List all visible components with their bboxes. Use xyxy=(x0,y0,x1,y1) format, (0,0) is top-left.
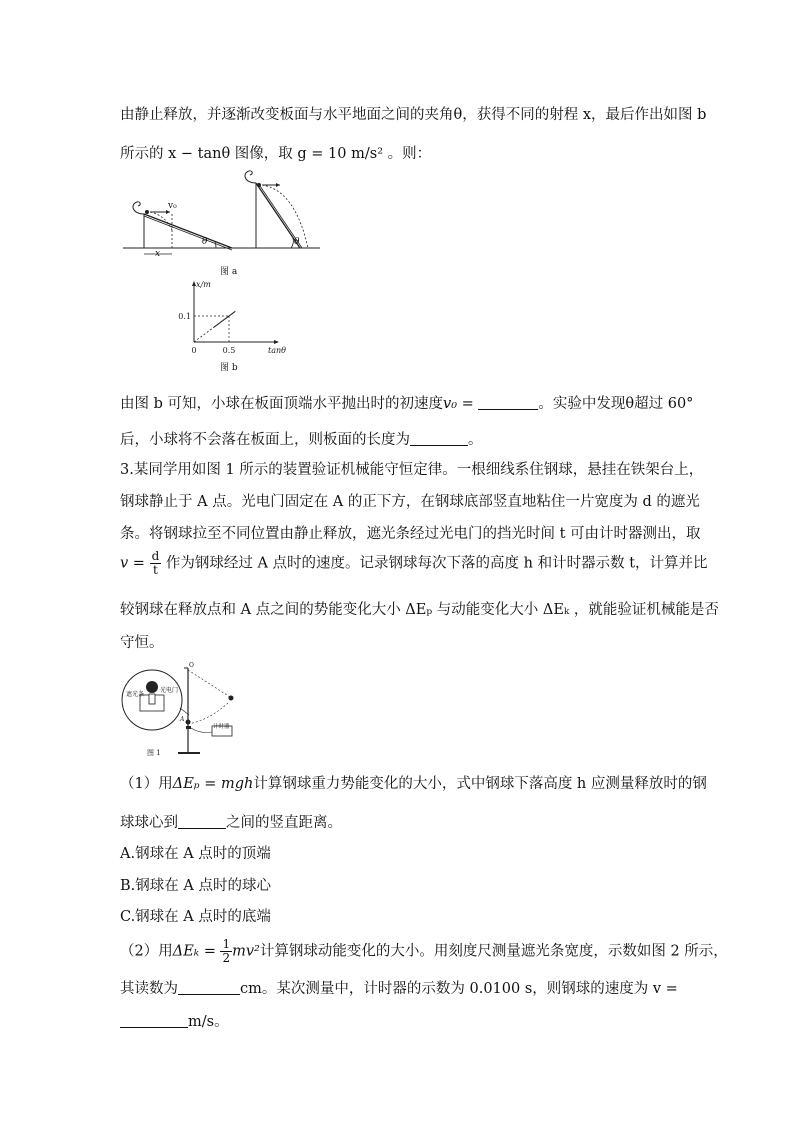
frac-num-1: 1 xyxy=(222,937,231,951)
sub1-text-4: 之间的竖直距离。 xyxy=(226,815,342,831)
figure-b-chart xyxy=(172,278,286,358)
label-theta-1: θ xyxy=(202,237,208,247)
q2-line-2 xyxy=(120,428,483,449)
label-x: x xyxy=(155,249,161,259)
q2-line-1 xyxy=(120,392,693,413)
label-zheguangtiao: 遮光条 xyxy=(126,691,145,698)
answer-blank-reading[interactable] xyxy=(178,980,240,995)
label-guangdianmen: 光电门 xyxy=(160,687,179,694)
option-b[interactable]: B.钢球在 A 点时的球心 xyxy=(120,878,271,894)
label-point-a: A xyxy=(180,716,185,723)
formula-mv2: mv² xyxy=(232,943,260,960)
q3-line-3: 条。将钢球拉至不同位置由静止释放，遮光条经过光电门的挡光时间 t 可由计时器测出，取 xyxy=(120,526,701,542)
sub1-text-3: 球球心到 xyxy=(120,815,178,831)
q2-text-1: 由图 b 可知，小球在板面顶端水平抛出时的初速度 xyxy=(120,396,443,412)
sub2-line-3 xyxy=(120,1010,229,1031)
sub2-text-1: （2）用 xyxy=(120,943,173,960)
figure-1-drawing xyxy=(120,660,260,760)
formula-kinetic: ΔEₖ = xyxy=(172,943,216,960)
figure-a-caption: 图 a xyxy=(220,267,238,277)
x-tick-label: 0.5 xyxy=(222,346,236,355)
frac-num-d: d xyxy=(151,549,160,563)
sub2-text-4: cm。某次测量中，计时器的示数为 0.0100 s，则钢球的速度为 v = xyxy=(240,981,678,997)
q3-line-4 xyxy=(120,550,708,577)
para-line-2: 所示的 x − tanθ 图像，取 g = 10 m/s² 。则： xyxy=(120,146,432,162)
q3-line-2: 钢球静止于 A 点。光电门固定在 A 的正下方，在钢球底部竖直地粘住一片宽度为 d 的遮光 xyxy=(120,494,700,510)
x-axis-arrow xyxy=(274,340,279,344)
figure-1-caption: 图 1 xyxy=(147,749,161,757)
q2-text-2: 。实验中发现θ超过 60° xyxy=(538,396,694,412)
formula-potential: ΔEₚ = mgh xyxy=(172,776,254,792)
sub2-line-1 xyxy=(120,938,728,965)
answer-blank-velocity[interactable] xyxy=(120,1013,188,1028)
sub1-text-2: 计算钢球重力势能变化的大小，式中钢球下落高度 h 应测量释放时的钢 xyxy=(253,776,707,792)
v0-symbol: v₀ = xyxy=(443,396,474,412)
answer-blank-length[interactable] xyxy=(410,431,468,446)
figure-a-drawing xyxy=(120,168,450,276)
sub1-line-2 xyxy=(120,811,342,832)
label-theta-2: θ xyxy=(294,237,300,247)
answer-blank-height[interactable] xyxy=(178,814,226,829)
label-v0: v₀ xyxy=(168,201,177,211)
label-point-o: O xyxy=(189,662,194,669)
sub1-line-1 xyxy=(120,772,707,793)
figure-1 xyxy=(120,660,260,760)
v-eq: v = xyxy=(120,555,145,572)
para-line-1: 由静止释放，并逐渐改变板面与水平地面之间的夹角θ，获得不同的射程 x，最后作出如图 b xyxy=(120,107,707,123)
origin-label: 0 xyxy=(191,346,197,355)
label-jishiqi: 计时器 xyxy=(213,724,230,730)
q3-line-1: 3.某同学用如图 1 所示的装置验证机械能守恒定律。一根细线系住钢球，悬挂在铁架台上， xyxy=(120,462,704,478)
frac-den-2: 2 xyxy=(222,951,231,965)
figure-b-caption: 图 b xyxy=(220,363,238,373)
frac-den-t: t xyxy=(152,563,158,577)
figure-b xyxy=(172,278,286,373)
q3-line-5: 较钢球在释放点和 A 点之间的势能变化大小 ΔEₚ 与动能变化大小 ΔEₖ ，就能验证机械能是否 xyxy=(120,602,719,618)
q3-line-6: 守恒。 xyxy=(120,635,164,651)
y-axis-label: x/m xyxy=(196,280,211,289)
q3-text-4: 作为钢球经过 A 点时的速度。记录钢球每次下落的高度 h 和计时器示数 t，计算并比 xyxy=(165,555,708,572)
sub2-text-3: 其读数为 xyxy=(120,981,178,997)
fraction-one-half xyxy=(220,938,232,965)
figure-a xyxy=(120,168,450,276)
fraction-d-over-t xyxy=(150,550,162,577)
sub2-text-5: m/s。 xyxy=(188,1014,229,1030)
sub2-text-2: 计算钢球动能变化的大小。用刻度尺测量遮光条宽度，示数如图 2 所示， xyxy=(259,943,728,960)
y-tick-label: 0.1 xyxy=(178,312,191,321)
option-c[interactable]: C.钢球在 A 点时的底端 xyxy=(120,909,271,925)
answer-blank-v0[interactable] xyxy=(478,395,538,410)
series-line-solid xyxy=(213,311,235,327)
series-line-dashed xyxy=(194,328,213,342)
option-a[interactable]: A.钢球在 A 点时的顶端 xyxy=(120,846,271,862)
q2-text-4: 。 xyxy=(468,432,483,448)
sub2-line-2 xyxy=(120,977,678,998)
sub1-text-1: （1）用 xyxy=(120,776,173,792)
q2-text-3: 后，小球将不会落在板面上，则板面的长度为 xyxy=(120,432,410,448)
x-axis-label: tanθ xyxy=(268,346,286,355)
